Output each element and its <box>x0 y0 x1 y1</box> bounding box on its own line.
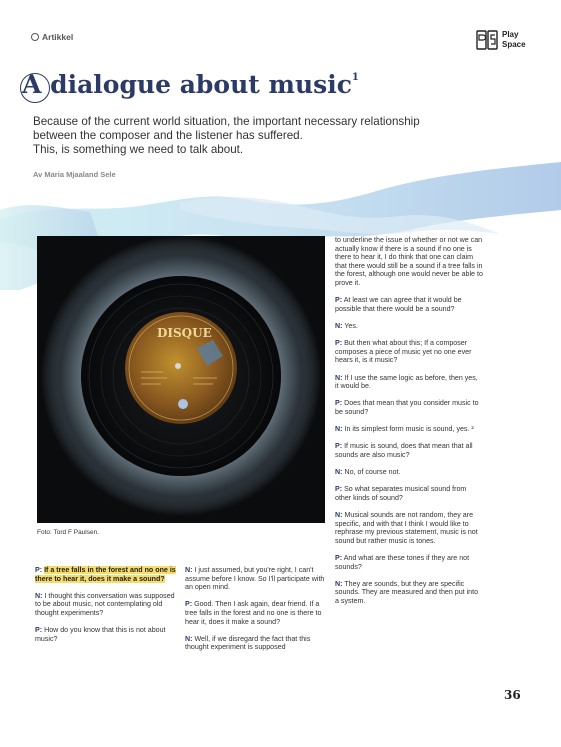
section-label-text: Artikkel <box>42 32 74 42</box>
dialogue-line <box>335 468 483 477</box>
vinyl-record-photo <box>37 236 325 523</box>
dialogue-line <box>335 374 483 391</box>
dialogue-line <box>335 296 483 313</box>
title-footnote-marker: 1 <box>351 72 359 83</box>
dialogue-line <box>185 566 328 592</box>
page-number: 36 <box>504 688 521 702</box>
dialogue-text: They are sounds, but they are specific sounds. They are measured and then put into a system. <box>335 579 479 605</box>
highlighted-question: If a tree falls in the forest and no one is there to hear it, does it make a sound? <box>35 566 176 583</box>
speaker-label: P: <box>335 442 343 451</box>
logo-word-play: Play <box>502 30 519 39</box>
speaker-label: P: <box>335 339 343 348</box>
speaker-label: P: <box>185 600 193 609</box>
dialogue-text: I just assumed, but you're right, I can't assume before I know. So I'll participate with an open mind. <box>185 566 325 592</box>
dialogue-line <box>185 600 328 626</box>
speaker-label: N: <box>185 634 193 643</box>
dialogue-line <box>335 554 483 571</box>
dialogue-text: And what are these tones if they are not sounds? <box>335 553 470 571</box>
dialogue-column-3 <box>335 236 483 614</box>
dialogue-line <box>335 339 483 365</box>
speaker-label: N: <box>335 425 343 434</box>
dialogue-text: If music is sound, does that mean that all sounds are also music? <box>335 442 473 459</box>
dialogue-line <box>35 626 180 643</box>
speaker-label: P: <box>335 485 343 494</box>
dialogue-text: Well, if we disregard the fact that this thought experiment is supposed <box>185 634 311 652</box>
dialogue-line <box>335 485 483 502</box>
dialogue-text: No, of course not. <box>344 468 401 477</box>
dialogue-text: At least we can agree that it would be possible that there would be a sound? <box>335 296 462 313</box>
byline: Av Maria Mjaaland Sele <box>33 170 116 179</box>
playspace-logo <box>476 30 526 50</box>
speaker-label: N: <box>335 373 343 382</box>
intro-line: This, is something we need to talk about. <box>33 143 244 156</box>
article-intro <box>33 115 503 157</box>
dialogue-text: But then what about this; If a composer composes a piece of music yet no one ever hears it, is it music? <box>335 339 472 365</box>
dialogue-text: Yes. <box>344 321 358 330</box>
section-circle-icon <box>31 33 39 41</box>
speaker-label: N: <box>335 579 343 588</box>
dialogue-text: Good. Then I ask again, dear friend. If a tree falls in the forest and no one is there to hear it, does it make a sound? <box>185 600 322 626</box>
intro-line: Because of the current world situation, the important necessary relationship <box>33 115 420 128</box>
dialogue-text: So what separates musical sound from other kinds of sound? <box>335 485 467 502</box>
playspace-logo-icon <box>476 30 498 50</box>
record-label-text: DISQUE <box>157 326 212 340</box>
dialogue-continuation: to underline the issue of whether or not we can actually know if there is a sound if no one is there to hear it, I do think that one can claim that there would still be a sound if a tree falls in the forest, although one would never be able to prove it. <box>335 236 483 287</box>
speaker-label: P: <box>335 296 343 305</box>
photo-credit: Foto: Tord F Paulsen. <box>37 529 100 536</box>
dialogue-line <box>335 322 483 331</box>
dialogue-line <box>335 425 483 434</box>
article-title <box>22 70 359 99</box>
vinyl-record-illustration <box>37 236 325 523</box>
speaker-label: N: <box>335 511 343 519</box>
dialogue-text: How do you know that this is not about music? <box>35 626 166 643</box>
dialogue-line <box>335 442 483 459</box>
logo-word-space: Space <box>502 40 526 49</box>
speaker-label: N: <box>335 468 343 477</box>
speaker-label: P: <box>35 566 43 574</box>
speaker-label: N: <box>185 566 193 574</box>
dialogue-column-1 <box>35 566 180 652</box>
speaker-label: N: <box>335 321 343 330</box>
dialogue-line <box>35 592 180 618</box>
dialogue-line <box>335 580 483 606</box>
speaker-label: N: <box>35 591 43 600</box>
dialogue-text: In its simplest form music is sound, yes. ² <box>344 425 474 434</box>
intro-line: between the composer and the listener has suffered. <box>33 129 303 142</box>
dialogue-line <box>335 511 483 545</box>
section-label <box>31 32 73 42</box>
dialogue-text: Musical sounds are not random, they are specific, and with that I think I would like to rephrase my previous statement, music is not sound but rather music is tones. <box>335 511 478 545</box>
dialogue-text: If I use the same logic as before, then yes, it would be. <box>335 373 478 391</box>
dialogue-text: Does that mean that you consider music to be sound? <box>335 399 479 416</box>
dialogue-line <box>35 566 180 583</box>
dialogue-line <box>335 399 483 416</box>
article-title-text: A dialogue about music <box>22 70 352 99</box>
dialogue-line <box>185 635 328 652</box>
speaker-label: P: <box>335 553 343 562</box>
dialogue-column-2 <box>185 566 328 661</box>
speaker-label: P: <box>35 626 43 635</box>
dialogue-text: I thought this conversation was supposed to be about music, not contemplating old thought experiments? <box>35 591 175 617</box>
speaker-label: P: <box>335 399 343 408</box>
